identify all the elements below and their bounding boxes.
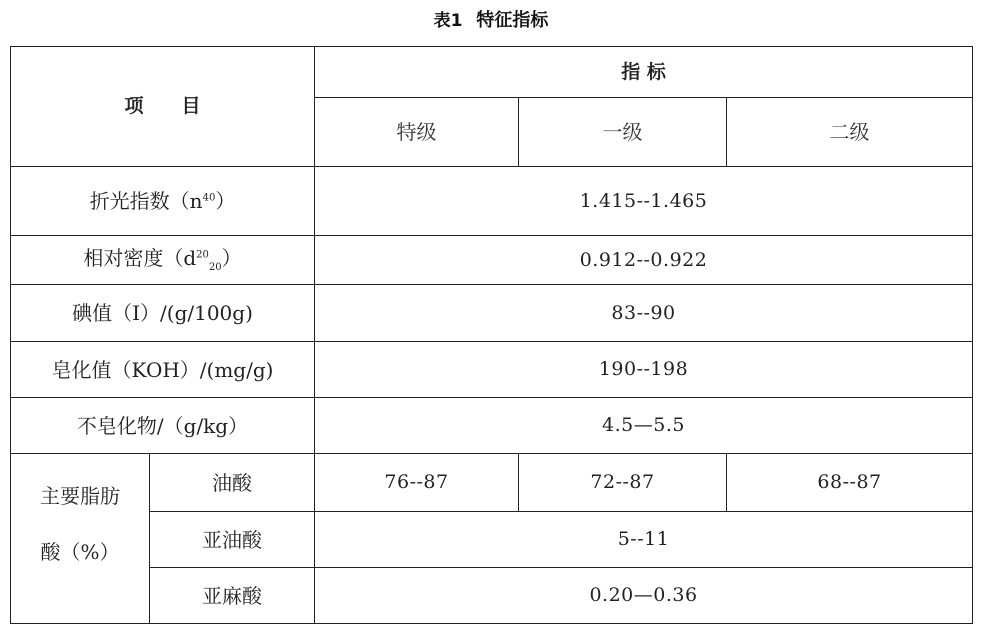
row-value-linolenic-acid: 0.20—0.36: [315, 568, 973, 624]
row-value-saponification-value: 190--198: [315, 342, 973, 398]
header-indicator: 指 标: [315, 47, 973, 98]
row-label-iodine-value: 碘值（I）/(g/100g): [11, 285, 315, 342]
header-grade-first: 一级: [519, 98, 727, 167]
row-label-refractive-index: 折光指数$(n^{40})$: [11, 167, 315, 236]
row-label-relative-density: 相对密度$(d^{20}_{20})$: [11, 236, 315, 285]
fatty-acids-label-line1: 主要脂肪: [40, 484, 120, 508]
row-label-saponification-value: 皂化值（KOH）/(mg/g): [11, 342, 315, 398]
oleic-value-special: 76--87: [315, 454, 519, 512]
header-grade-special: 特级: [315, 98, 519, 167]
row-value-unsaponifiable-matter: 4.5—5.5: [315, 398, 973, 454]
table-number: 表1: [433, 11, 463, 31]
row-value-refractive-index: 1.415--1.465: [315, 167, 973, 236]
fatty-acids-label-line2: 酸（%）: [40, 540, 120, 564]
row-value-relative-density: 0.912--0.922: [315, 236, 973, 285]
header-grade-second: 二级: [727, 98, 973, 167]
characteristics-table: [10, 46, 973, 624]
row-value-linoleic-acid: 5--11: [315, 512, 973, 568]
row-label-unsaponifiable-matter: 不皂化物/（g/kg）: [11, 398, 315, 454]
row-label-main-fatty-acids: [11, 454, 150, 624]
row-label-linoleic-acid: 亚油酸: [150, 512, 315, 568]
header-item: 项 目: [11, 47, 315, 167]
row-value-iodine-value: 83--90: [315, 285, 973, 342]
row-label-oleic-acid: 油酸: [150, 454, 315, 512]
table-caption: [0, 6, 982, 32]
oleic-value-first: 72--87: [519, 454, 727, 512]
row-label-linolenic-acid: 亚麻酸: [150, 568, 315, 624]
table-title: 特征指标: [476, 10, 549, 31]
oleic-value-second: 68--87: [727, 454, 973, 512]
